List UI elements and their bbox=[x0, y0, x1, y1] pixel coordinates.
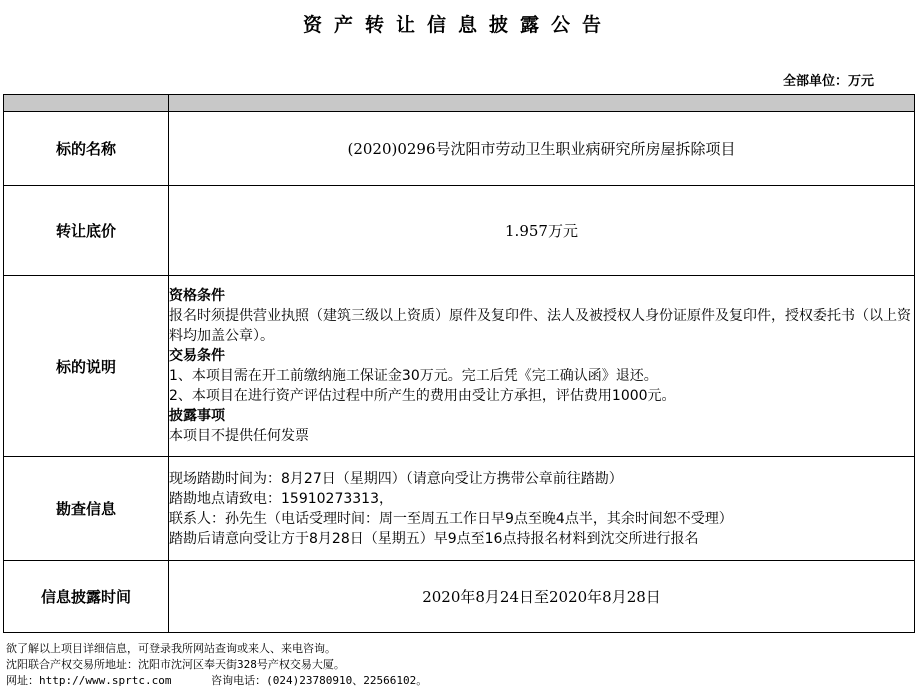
announcement-table bbox=[3, 94, 915, 633]
row-period bbox=[4, 561, 915, 633]
label-description: 标的说明 bbox=[4, 276, 169, 457]
value-survey bbox=[169, 457, 915, 561]
row-description bbox=[4, 276, 915, 457]
footer-line-address: 沈阳联合产权交易所地址：沈阳市沈河区奉天街328号产权交易大厦。 bbox=[6, 658, 345, 671]
footer-line-info: 欲了解以上项目详细信息，可登录我所网站查询或来人、来电咨询。 bbox=[6, 642, 336, 655]
row-price bbox=[4, 186, 915, 276]
value-description bbox=[169, 276, 915, 457]
qualification-text: 报名时须提供营业执照（建筑三级以上资质）原件及复印件、法人及被授权人身份证原件及复印件，授权委托书（以上资料均加盖公章）。 bbox=[169, 308, 911, 344]
survey-time: 现场踏勘时间为：8月27日（星期四）（请意向受让方携带公章前往踏勘） bbox=[169, 470, 623, 487]
row-survey bbox=[4, 457, 915, 561]
survey-registration: 踏勘后请意向受让方于8月28日（星期五）早9点至16点持报名材料到沈交所进行报名 bbox=[169, 530, 699, 547]
label-survey: 勘查信息 bbox=[4, 457, 169, 561]
footer-notes bbox=[6, 641, 427, 689]
value-period: 2020年8月24日至2020年8月28日 bbox=[169, 561, 915, 633]
unit-note: 全部单位：万元 bbox=[782, 74, 874, 89]
qualification-title: 资格条件 bbox=[169, 288, 225, 304]
footer-line-contact: 网址：http://www.sprtc.com 咨询电话：(024)23780910、22566102。 bbox=[6, 674, 428, 687]
header-row bbox=[4, 95, 915, 112]
trade-condition-2: 2、本项目在进行资产评估过程中所产生的费用由受让方承担，评估费用1000元。 bbox=[169, 388, 676, 404]
trade-condition-1: 1、本项目需在开工前缴纳施工保证金30万元。完工后凭《完工确认函》退还。 bbox=[169, 368, 658, 384]
survey-phone: 踏勘地点请致电：15910273313， bbox=[169, 490, 393, 507]
disclosure-text: 本项目不提供任何发票 bbox=[169, 428, 309, 444]
label-name: 标的名称 bbox=[4, 112, 169, 186]
row-name bbox=[4, 112, 915, 186]
label-period: 信息披露时间 bbox=[4, 561, 169, 633]
value-price: 1.957万元 bbox=[169, 186, 915, 276]
label-price: 转让底价 bbox=[4, 186, 169, 276]
value-name: (2020)0296号沈阳市劳动卫生职业病研究所房屋拆除项目 bbox=[169, 112, 915, 186]
trade-title: 交易条件 bbox=[169, 348, 225, 364]
page-title: 资产转让信息披露公告 bbox=[302, 14, 613, 36]
disclosure-title: 披露事项 bbox=[169, 408, 225, 424]
survey-contact: 联系人：孙先生（电话受理时间：周一至周五工作日早9点至晚4点半，其余时间恕不受理） bbox=[169, 510, 733, 527]
header-cell-left bbox=[4, 95, 169, 112]
header-cell-right bbox=[169, 95, 915, 112]
